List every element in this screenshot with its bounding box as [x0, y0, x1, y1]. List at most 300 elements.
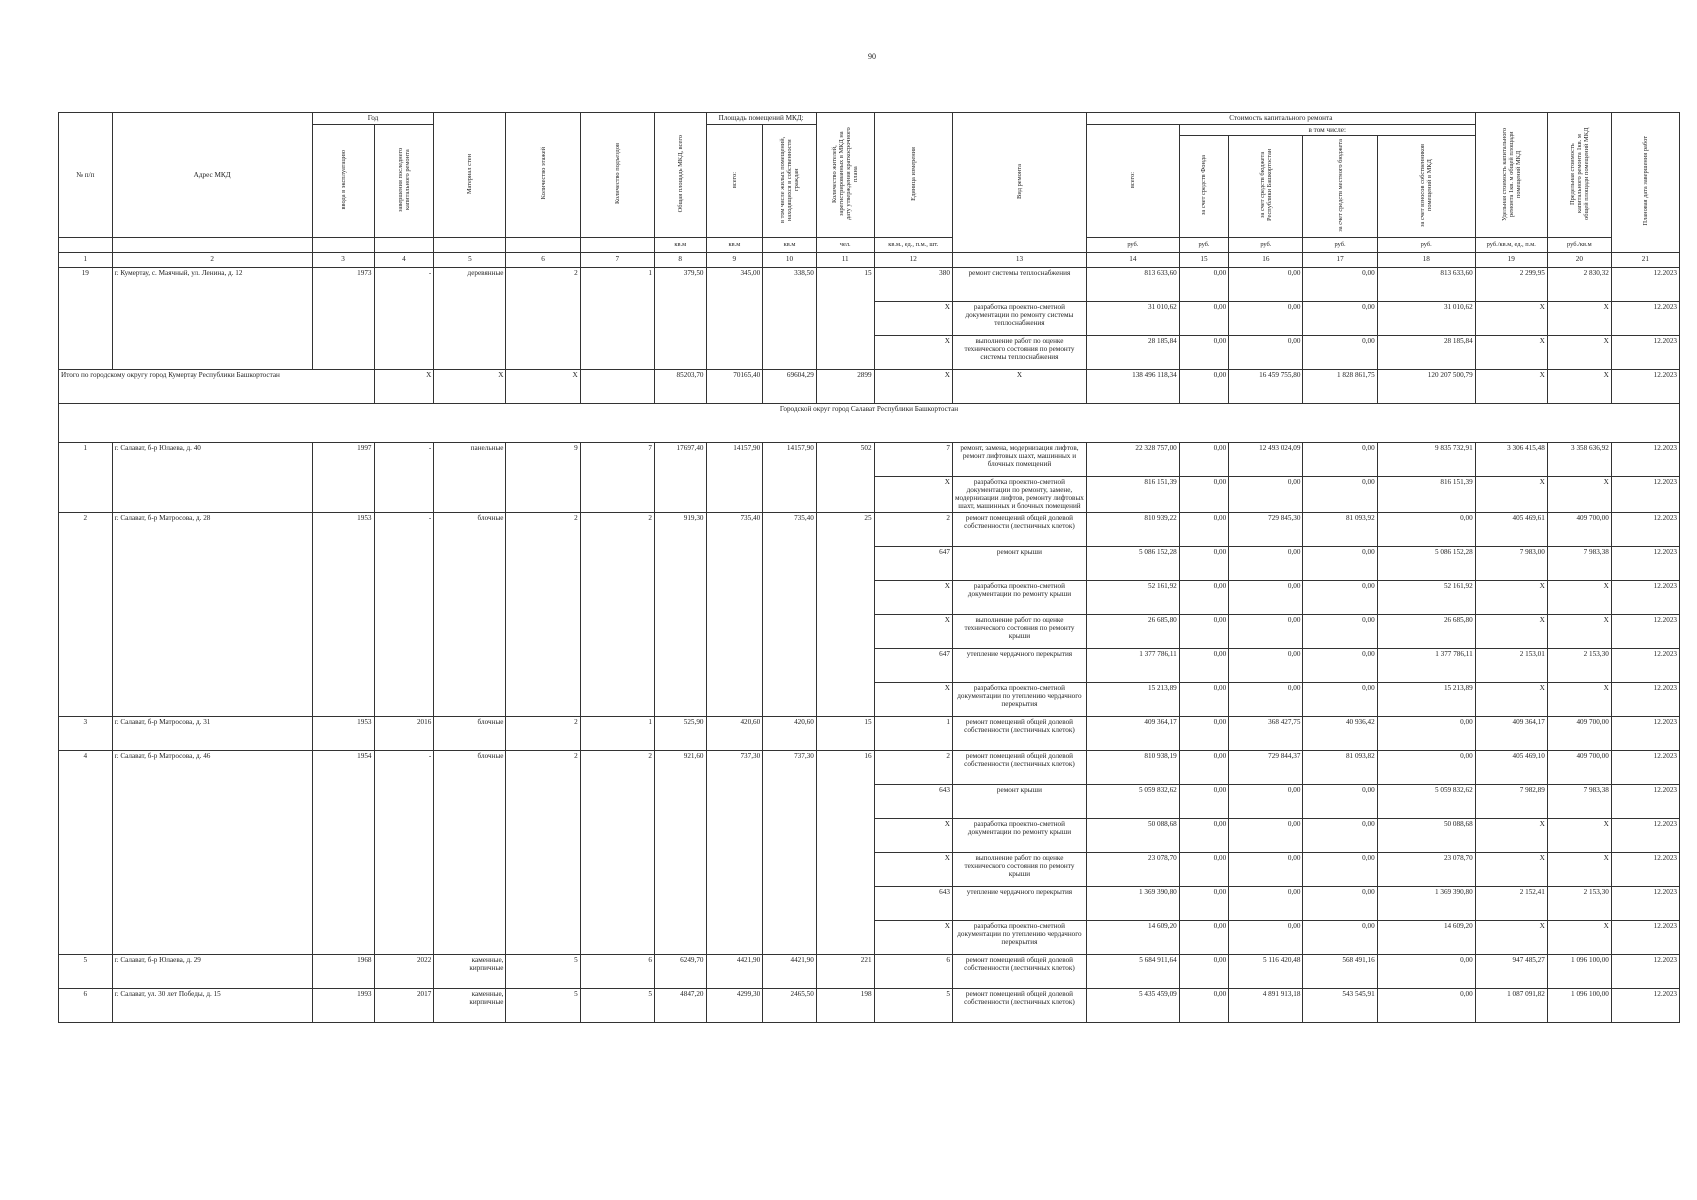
cost-total-cell: 810 938,19	[1086, 750, 1179, 784]
year-cell: 1953	[312, 716, 374, 750]
max-cost-cell: 1 096 100,00	[1547, 988, 1611, 1022]
planned-date-cell: 12.2023	[1611, 614, 1679, 648]
cost-owners-cell: 5 086 152,28	[1377, 546, 1475, 580]
planned-date-cell: 12.2023	[1611, 648, 1679, 682]
planned-date-cell: 12.2023	[1611, 784, 1679, 818]
subtotal-area: 85203,70	[654, 369, 706, 403]
cost-fund-cell: 0,00	[1179, 546, 1228, 580]
cost-owners-cell: 0,00	[1377, 716, 1475, 750]
column-number: 8	[654, 252, 706, 267]
cost-fund-cell: 0,00	[1179, 784, 1228, 818]
repair-type-cell: утепление чердачного перекрытия	[952, 648, 1086, 682]
section-title: Городской округ город Салават Республики Башкортостан	[59, 403, 1680, 442]
unit-cell: руб.	[1303, 237, 1377, 252]
unit-cell: X	[874, 301, 952, 335]
cost-fund-cell: 0,00	[1179, 920, 1228, 954]
row-number: 4	[59, 750, 113, 954]
planned-date-cell: 12.2023	[1611, 442, 1679, 476]
section-row	[59, 403, 1680, 442]
unit-cell: кв.м., ед., п.м., шт.	[874, 237, 952, 252]
row-number: 2	[59, 512, 113, 716]
unit-cell: X	[874, 818, 952, 852]
specific-cost-cell: 2 153,01	[1475, 648, 1547, 682]
specific-cost-cell: X	[1475, 301, 1547, 335]
repair-type-cell: выполнение работ по оценке технического состояния по ремонту системы теплоснабжения	[952, 335, 1086, 369]
cost-owners-cell: 9 835 732,91	[1377, 442, 1475, 476]
unit-cell: руб./кв.м, ед., п.м.	[1475, 237, 1547, 252]
cost-total-cell: 5 435 459,09	[1086, 988, 1179, 1022]
subtotal-cell: X	[434, 369, 506, 403]
unit-cell: 643	[874, 784, 952, 818]
hdr-year-commission: ввода в эксплуатацию	[339, 149, 347, 210]
cost-owners-cell: 5 059 832,62	[1377, 784, 1475, 818]
premises-total-cell: 14157,90	[706, 442, 763, 512]
column-number: 14	[1086, 252, 1179, 267]
specific-cost-cell: 409 364,17	[1475, 716, 1547, 750]
max-cost-cell: 2 830,32	[1547, 267, 1611, 301]
unit-cell: X	[874, 920, 952, 954]
repair-type-cell: ремонт помещений общей долевой собственности (лестничных клеток)	[952, 716, 1086, 750]
cost-republic-cell: 0,00	[1229, 267, 1303, 301]
max-cost-cell: X	[1547, 301, 1611, 335]
hdr-year-last: завершения последнего капитального ремонта	[396, 147, 411, 212]
entrances-cell: 1	[580, 716, 654, 750]
hdr-max-cost: Предельная стоимость капитального ремонта 1кв. м общей площади помещений МКД	[1568, 127, 1590, 220]
unit-cell: руб.	[1086, 237, 1179, 252]
max-cost-cell: 7 983,38	[1547, 546, 1611, 580]
unit-cell: руб.	[1229, 237, 1303, 252]
premises-total-cell: 4299,30	[706, 988, 763, 1022]
cost-fund-cell: 0,00	[1179, 818, 1228, 852]
wall-cell: блочные	[434, 750, 506, 954]
units-row	[59, 237, 1680, 252]
specific-cost-cell: X	[1475, 614, 1547, 648]
cost-owners-cell: 0,00	[1377, 512, 1475, 546]
wall-cell: блочные	[434, 512, 506, 716]
specific-cost-cell: X	[1475, 335, 1547, 369]
hdr-cost-owners: за счет взносов собственников помещений в МКД	[1419, 143, 1434, 227]
specific-cost-cell: X	[1475, 580, 1547, 614]
unit-cell: 7	[874, 442, 952, 476]
planned-date-cell: 12.2023	[1611, 580, 1679, 614]
floors-cell: 2	[506, 716, 580, 750]
cost-republic-cell: 0,00	[1229, 335, 1303, 369]
last-repair-cell: -	[374, 750, 434, 954]
residents-cell: 502	[816, 442, 874, 512]
unit-cell: 5	[874, 988, 952, 1022]
cost-local-cell: 0,00	[1303, 335, 1377, 369]
hdr-specific-cost: Удельная стоимость капитального ремонта 1кв. м общей площади помещений МКД	[1500, 127, 1522, 221]
cost-fund-cell: 0,00	[1179, 335, 1228, 369]
planned-date-cell: 12.2023	[1611, 954, 1679, 988]
hdr-cost-fund: за счет средств Фонда	[1200, 155, 1208, 216]
entrances-cell: 7	[580, 442, 654, 512]
floors-cell: 5	[506, 954, 580, 988]
column-number: 18	[1377, 252, 1475, 267]
residents-cell: 198	[816, 988, 874, 1022]
cost-total-cell: 5 086 152,28	[1086, 546, 1179, 580]
column-number: 3	[312, 252, 374, 267]
cost-fund-cell: 0,00	[1179, 476, 1228, 512]
hdr-total-area: Общая площадь МКД, всего	[676, 134, 684, 213]
cost-fund-cell: 0,00	[1179, 442, 1228, 476]
row-number: 5	[59, 954, 113, 988]
cost-owners-cell: 28 185,84	[1377, 335, 1475, 369]
floors-cell: 2	[506, 267, 580, 369]
repair-type-cell: ремонт крыши	[952, 784, 1086, 818]
table-row	[59, 716, 1680, 750]
subtotal-premises-owned: 69604,29	[763, 369, 817, 403]
row-number: 1	[59, 442, 113, 512]
subtotal-type: X	[952, 369, 1086, 403]
last-repair-cell: -	[374, 442, 434, 512]
max-cost-cell: 2 153,30	[1547, 648, 1611, 682]
area-cell: 379,50	[654, 267, 706, 369]
repair-type-cell: разработка проектно-сметной документации по ремонту, замене, модернизации лифтов, ремонту лифтовых шахт, машинных и блочных помещений	[952, 476, 1086, 512]
premises-owned-cell: 735,40	[763, 512, 817, 716]
table-row	[59, 954, 1680, 988]
unit-cell: 647	[874, 546, 952, 580]
max-cost-cell: X	[1547, 614, 1611, 648]
premises-owned-cell: 338,50	[763, 267, 817, 369]
repair-type-cell: ремонт помещений общей долевой собственности (лестничных клеток)	[952, 512, 1086, 546]
cost-fund-cell: 0,00	[1179, 648, 1228, 682]
repair-type-cell: ремонт помещений общей долевой собственности (лестничных клеток)	[952, 954, 1086, 988]
planned-date-cell: 12.2023	[1611, 818, 1679, 852]
premises-owned-cell: 14157,90	[763, 442, 817, 512]
column-number: 9	[706, 252, 763, 267]
column-number: 21	[1611, 252, 1679, 267]
cost-republic-cell: 368 427,75	[1229, 716, 1303, 750]
cost-total-cell: 816 151,39	[1086, 476, 1179, 512]
max-cost-cell: 1 096 100,00	[1547, 954, 1611, 988]
cost-total-cell: 5 059 832,62	[1086, 784, 1179, 818]
cost-owners-cell: 813 633,60	[1377, 267, 1475, 301]
hdr-premises-owned: в том числе жилых помещений, находящихся в собственности граждан	[778, 136, 801, 223]
unit-cell: руб.	[1179, 237, 1228, 252]
specific-cost-cell: X	[1475, 920, 1547, 954]
cost-fund-cell: 0,00	[1179, 886, 1228, 920]
table-body	[59, 267, 1680, 1022]
hdr-year: Год	[312, 113, 434, 125]
max-cost-cell: X	[1547, 580, 1611, 614]
specific-cost-cell: X	[1475, 682, 1547, 716]
area-cell: 4847,20	[654, 988, 706, 1022]
cost-fund-cell: 0,00	[1179, 267, 1228, 301]
unit-cell: X	[874, 852, 952, 886]
year-cell: 1997	[312, 442, 374, 512]
cost-owners-cell: 26 685,80	[1377, 614, 1475, 648]
last-repair-cell: 2017	[374, 988, 434, 1022]
max-cost-cell: 7 983,38	[1547, 784, 1611, 818]
subtotal-date: 12.2023	[1611, 369, 1679, 403]
last-repair-cell: 2022	[374, 954, 434, 988]
max-cost-cell: 409 700,00	[1547, 716, 1611, 750]
column-number: 6	[506, 252, 580, 267]
address-cell: г. Салават, б-р Юлаева, д. 29	[112, 954, 312, 988]
floors-cell: 2	[506, 750, 580, 954]
planned-date-cell: 12.2023	[1611, 852, 1679, 886]
max-cost-cell: X	[1547, 818, 1611, 852]
repair-type-cell: ремонт, замена, модернизация лифтов, ремонт лифтовых шахт, машинных и блочных помещений	[952, 442, 1086, 476]
cost-local-cell: 0,00	[1303, 852, 1377, 886]
premises-total-cell: 345,00	[706, 267, 763, 369]
max-cost-cell: X	[1547, 920, 1611, 954]
specific-cost-cell: 3 306 415,48	[1475, 442, 1547, 476]
cost-owners-cell: 23 078,70	[1377, 852, 1475, 886]
hdr-cost-republic: за счет средств бюджета Республики Башкортостан	[1258, 149, 1273, 222]
unit-cell: 647	[874, 648, 952, 682]
subtotal-unit: X	[874, 369, 952, 403]
unit-cell: X	[874, 614, 952, 648]
table-row	[59, 750, 1680, 784]
max-cost-cell: 409 700,00	[1547, 512, 1611, 546]
cost-local-cell: 0,00	[1303, 818, 1377, 852]
premises-total-cell: 420,60	[706, 716, 763, 750]
specific-cost-cell: 405 469,10	[1475, 750, 1547, 784]
cost-fund-cell: 0,00	[1179, 954, 1228, 988]
column-number: 7	[580, 252, 654, 267]
specific-cost-cell: 2 152,41	[1475, 886, 1547, 920]
repair-type-cell: утепление чердачного перекрытия	[952, 886, 1086, 920]
hdr-wall: Материал стен	[466, 153, 474, 194]
hdr-planned-date: Плановая дата завершения работ	[1641, 136, 1649, 226]
repair-type-cell: ремонт помещений общей долевой собственности (лестничных клеток)	[952, 988, 1086, 1022]
unit-cell: кв.м	[763, 237, 817, 252]
cost-fund-cell: 0,00	[1179, 512, 1228, 546]
specific-cost-cell: X	[1475, 476, 1547, 512]
subtotal-max: X	[1547, 369, 1611, 403]
hdr-address: Адрес МКД	[112, 113, 312, 238]
wall-cell: каменные, кирпичные	[434, 988, 506, 1022]
unit-cell: руб.	[1377, 237, 1475, 252]
unit-cell: X	[874, 335, 952, 369]
max-cost-cell: 2 153,30	[1547, 886, 1611, 920]
cost-republic-cell: 0,00	[1229, 852, 1303, 886]
repair-type-cell: ремонт системы теплоснабжения	[952, 267, 1086, 301]
cost-republic-cell: 0,00	[1229, 886, 1303, 920]
entrances-cell: 5	[580, 988, 654, 1022]
cost-fund-cell: 0,00	[1179, 852, 1228, 886]
cost-local-cell: 81 093,82	[1303, 750, 1377, 784]
max-cost-cell: X	[1547, 335, 1611, 369]
cost-republic-cell: 0,00	[1229, 614, 1303, 648]
address-cell: г. Салават, б-р Матросова, д. 28	[112, 512, 312, 716]
repair-type-cell: разработка проектно-сметной документации по ремонту крыши	[952, 818, 1086, 852]
year-cell: 1953	[312, 512, 374, 716]
hdr-unit: Единица измерения	[909, 146, 917, 201]
subtotal-owners: 120 207 500,79	[1377, 369, 1475, 403]
cost-fund-cell: 0,00	[1179, 301, 1228, 335]
column-number: 4	[374, 252, 434, 267]
cost-local-cell: 81 093,92	[1303, 512, 1377, 546]
column-number: 1	[59, 252, 113, 267]
row-number: 3	[59, 716, 113, 750]
unit-cell: кв.м	[654, 237, 706, 252]
wall-cell: блочные	[434, 716, 506, 750]
cost-total-cell: 409 364,17	[1086, 716, 1179, 750]
max-cost-cell: X	[1547, 476, 1611, 512]
unit-cell: X	[874, 682, 952, 716]
unit-cell: 2	[874, 512, 952, 546]
area-cell: 6249,70	[654, 954, 706, 988]
premises-total-cell: 4421,90	[706, 954, 763, 988]
row-number: 6	[59, 988, 113, 1022]
cost-total-cell: 810 939,22	[1086, 512, 1179, 546]
max-cost-cell: X	[1547, 682, 1611, 716]
repair-type-cell: ремонт крыши	[952, 546, 1086, 580]
hdr-no: № п/п	[59, 113, 113, 238]
year-cell: 1968	[312, 954, 374, 988]
column-number: 20	[1547, 252, 1611, 267]
premises-owned-cell: 2465,50	[763, 988, 817, 1022]
unit-cell: 643	[874, 886, 952, 920]
address-cell: г. Салават, б-р Матросова, д. 31	[112, 716, 312, 750]
unit-cell: 380	[874, 267, 952, 301]
cost-local-cell: 0,00	[1303, 442, 1377, 476]
column-number: 16	[1229, 252, 1303, 267]
table-row	[59, 512, 1680, 546]
cost-owners-cell: 1 377 786,11	[1377, 648, 1475, 682]
premises-total-cell: 735,40	[706, 512, 763, 716]
cost-local-cell: 0,00	[1303, 648, 1377, 682]
last-repair-cell: -	[374, 512, 434, 716]
column-number: 5	[434, 252, 506, 267]
column-numbers-row	[59, 252, 1680, 267]
column-number: 12	[874, 252, 952, 267]
cost-local-cell: 0,00	[1303, 784, 1377, 818]
cost-owners-cell: 1 369 390,80	[1377, 886, 1475, 920]
hdr-repair-type: Вид ремонта	[1015, 163, 1023, 199]
planned-date-cell: 12.2023	[1611, 750, 1679, 784]
area-cell: 17697,40	[654, 442, 706, 512]
cost-fund-cell: 0,00	[1179, 716, 1228, 750]
cost-owners-cell: 52 161,92	[1377, 580, 1475, 614]
specific-cost-cell: X	[1475, 818, 1547, 852]
subtotal-cell: X	[374, 369, 434, 403]
cost-local-cell: 543 545,91	[1303, 988, 1377, 1022]
repair-type-cell: выполнение работ по оценке технического состояния по ремонту крыши	[952, 852, 1086, 886]
subtotal-fund: 0,00	[1179, 369, 1228, 403]
register-table	[58, 112, 1680, 1023]
cost-total-cell: 22 328 757,00	[1086, 442, 1179, 476]
cost-owners-cell: 0,00	[1377, 954, 1475, 988]
cost-republic-cell: 12 493 024,09	[1229, 442, 1303, 476]
cost-republic-cell: 729 845,30	[1229, 512, 1303, 546]
entrances-cell: 1	[580, 267, 654, 369]
specific-cost-cell: 947 485,27	[1475, 954, 1547, 988]
address-cell: г. Кумертау, с. Маячный, ул. Ленина, д. 12	[112, 267, 312, 369]
cost-local-cell: 0,00	[1303, 920, 1377, 954]
area-cell: 525,90	[654, 716, 706, 750]
cost-republic-cell: 0,00	[1229, 920, 1303, 954]
planned-date-cell: 12.2023	[1611, 335, 1679, 369]
unit-cell: X	[874, 580, 952, 614]
cost-local-cell: 40 936,42	[1303, 716, 1377, 750]
premises-total-cell: 737,30	[706, 750, 763, 954]
premises-owned-cell: 4421,90	[763, 954, 817, 988]
planned-date-cell: 12.2023	[1611, 988, 1679, 1022]
wall-cell: каменные, кирпичные	[434, 954, 506, 988]
year-cell: 1973	[312, 267, 374, 369]
cost-total-cell: 52 161,92	[1086, 580, 1179, 614]
row-number: 19	[59, 267, 113, 369]
premises-owned-cell: 420,60	[763, 716, 817, 750]
cost-republic-cell: 0,00	[1229, 301, 1303, 335]
residents-cell: 15	[816, 716, 874, 750]
cost-republic-cell: 0,00	[1229, 818, 1303, 852]
cost-total-cell: 28 185,84	[1086, 335, 1179, 369]
max-cost-cell: X	[1547, 852, 1611, 886]
column-number: 15	[1179, 252, 1228, 267]
residents-cell: 25	[816, 512, 874, 716]
planned-date-cell: 12.2023	[1611, 920, 1679, 954]
cost-republic-cell: 0,00	[1229, 546, 1303, 580]
cost-republic-cell: 0,00	[1229, 476, 1303, 512]
column-number: 17	[1303, 252, 1377, 267]
subtotal-local: 1 828 861,75	[1303, 369, 1377, 403]
cost-local-cell: 0,00	[1303, 476, 1377, 512]
unit-cell: 1	[874, 716, 952, 750]
cost-owners-cell: 0,00	[1377, 988, 1475, 1022]
subtotal-label: Итого по городскому округу город Кумертау Республики Башкортостан	[59, 369, 375, 403]
column-number: 10	[763, 252, 817, 267]
planned-date-cell: 12.2023	[1611, 546, 1679, 580]
hdr-floors: Количество этажей	[539, 147, 547, 200]
wall-cell: деревянные	[434, 267, 506, 369]
unit-cell: кв.м	[706, 237, 763, 252]
planned-date-cell: 12.2023	[1611, 267, 1679, 301]
table-row	[59, 442, 1680, 476]
subtotal-premises-total: 70165,40	[706, 369, 763, 403]
cost-local-cell: 0,00	[1303, 682, 1377, 716]
cost-owners-cell: 816 151,39	[1377, 476, 1475, 512]
unit-cell: руб./кв.м	[1547, 237, 1611, 252]
max-cost-cell: 409 700,00	[1547, 750, 1611, 784]
hdr-entrances: Количество подъездов	[613, 143, 621, 205]
cost-total-cell: 813 633,60	[1086, 267, 1179, 301]
unit-cell: чел.	[816, 237, 874, 252]
premises-owned-cell: 737,30	[763, 750, 817, 954]
table-row	[59, 267, 1680, 301]
specific-cost-cell: X	[1475, 852, 1547, 886]
planned-date-cell: 12.2023	[1611, 476, 1679, 512]
repair-type-cell: разработка проектно-сметной документации по утеплению чердачного перекрытия	[952, 920, 1086, 954]
cost-local-cell: 0,00	[1303, 580, 1377, 614]
cost-total-cell: 14 609,20	[1086, 920, 1179, 954]
cost-local-cell: 0,00	[1303, 267, 1377, 301]
cost-total-cell: 31 010,62	[1086, 301, 1179, 335]
cost-local-cell: 0,00	[1303, 614, 1377, 648]
page-number: 90	[868, 52, 876, 61]
residents-cell: 16	[816, 750, 874, 954]
repair-type-cell: разработка проектно-сметной документации по ремонту системы теплоснабжения	[952, 301, 1086, 335]
last-repair-cell: -	[374, 267, 434, 369]
cost-fund-cell: 0,00	[1179, 614, 1228, 648]
floors-cell: 9	[506, 442, 580, 512]
column-number: 2	[112, 252, 312, 267]
column-number: 19	[1475, 252, 1547, 267]
area-cell: 919,30	[654, 512, 706, 716]
entrances-cell: 2	[580, 512, 654, 716]
cost-local-cell: 0,00	[1303, 546, 1377, 580]
table-row	[59, 988, 1680, 1022]
cost-owners-cell: 14 609,20	[1377, 920, 1475, 954]
year-cell: 1954	[312, 750, 374, 954]
subtotal-row	[59, 369, 1680, 403]
cost-republic-cell: 0,00	[1229, 682, 1303, 716]
hdr-including: в том числе:	[1179, 125, 1475, 136]
